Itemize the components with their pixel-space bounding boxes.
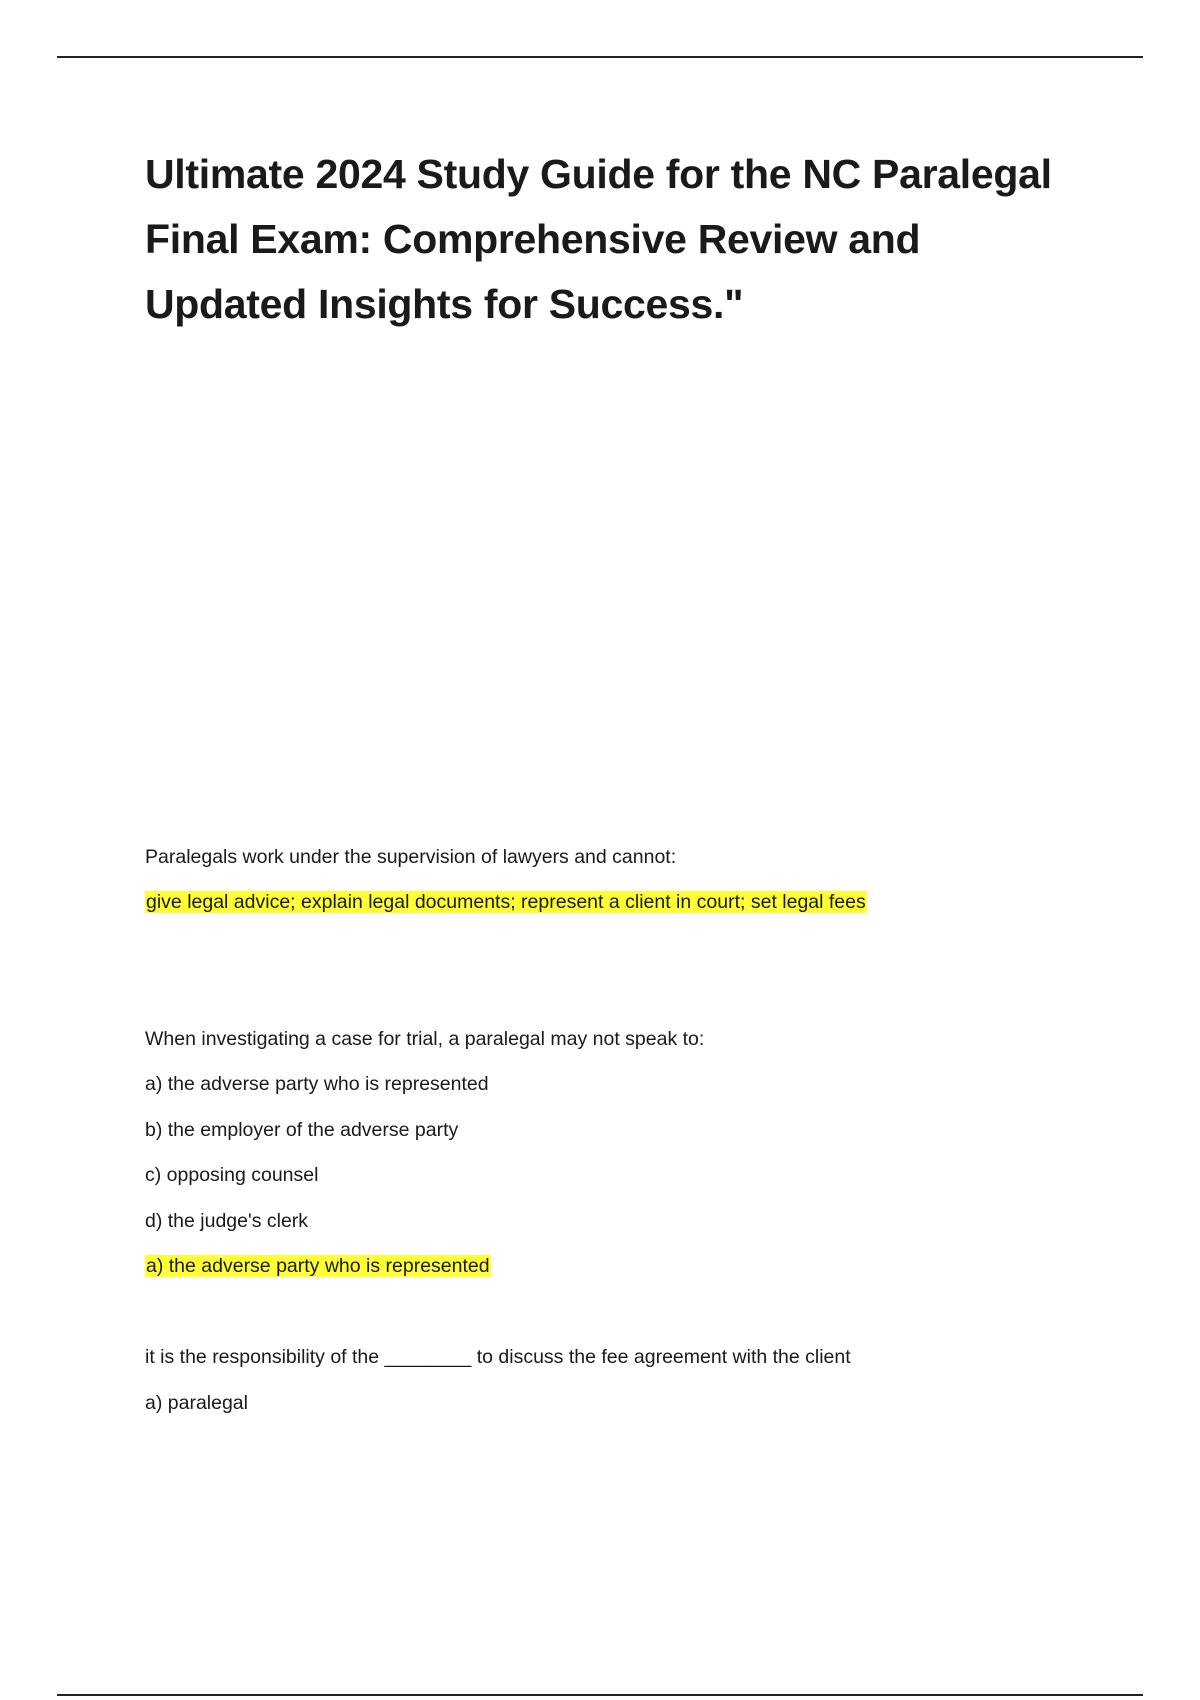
question-2-option-d: d) the judge's clerk: [145, 1210, 309, 1232]
question-3-option-a: a) paralegal: [145, 1392, 248, 1414]
question-1-answer: [145, 889, 867, 915]
question-2-answer-highlight: a) the adverse party who is represented: [146, 1255, 490, 1277]
question-2-option-c: c) opposing counsel: [145, 1164, 319, 1186]
question-2-option-b: b) the employer of the adverse party: [145, 1119, 459, 1141]
header-rule: [57, 56, 1143, 58]
footer-rule: [57, 1694, 1143, 1696]
question-3-prompt: it is the responsibility of the ________ to discuss the fee agreement with the client: [145, 1346, 851, 1368]
question-1-answer-highlight: give legal advice; explain legal documents; represent a client in court; set legal fees: [146, 891, 866, 913]
question-2-option-a: a) the adverse party who is represented: [145, 1073, 489, 1095]
question-2-answer: [145, 1253, 491, 1279]
document-title: Ultimate 2024 Study Guide for the NC Paralegal Final Exam: Comprehensive Review and Updated Insights for Success.": [145, 151, 1052, 327]
question-2-prompt: When investigating a case for trial, a paralegal may not speak to:: [145, 1028, 705, 1050]
question-1-prompt: Paralegals work under the supervision of lawyers and cannot:: [145, 846, 677, 868]
